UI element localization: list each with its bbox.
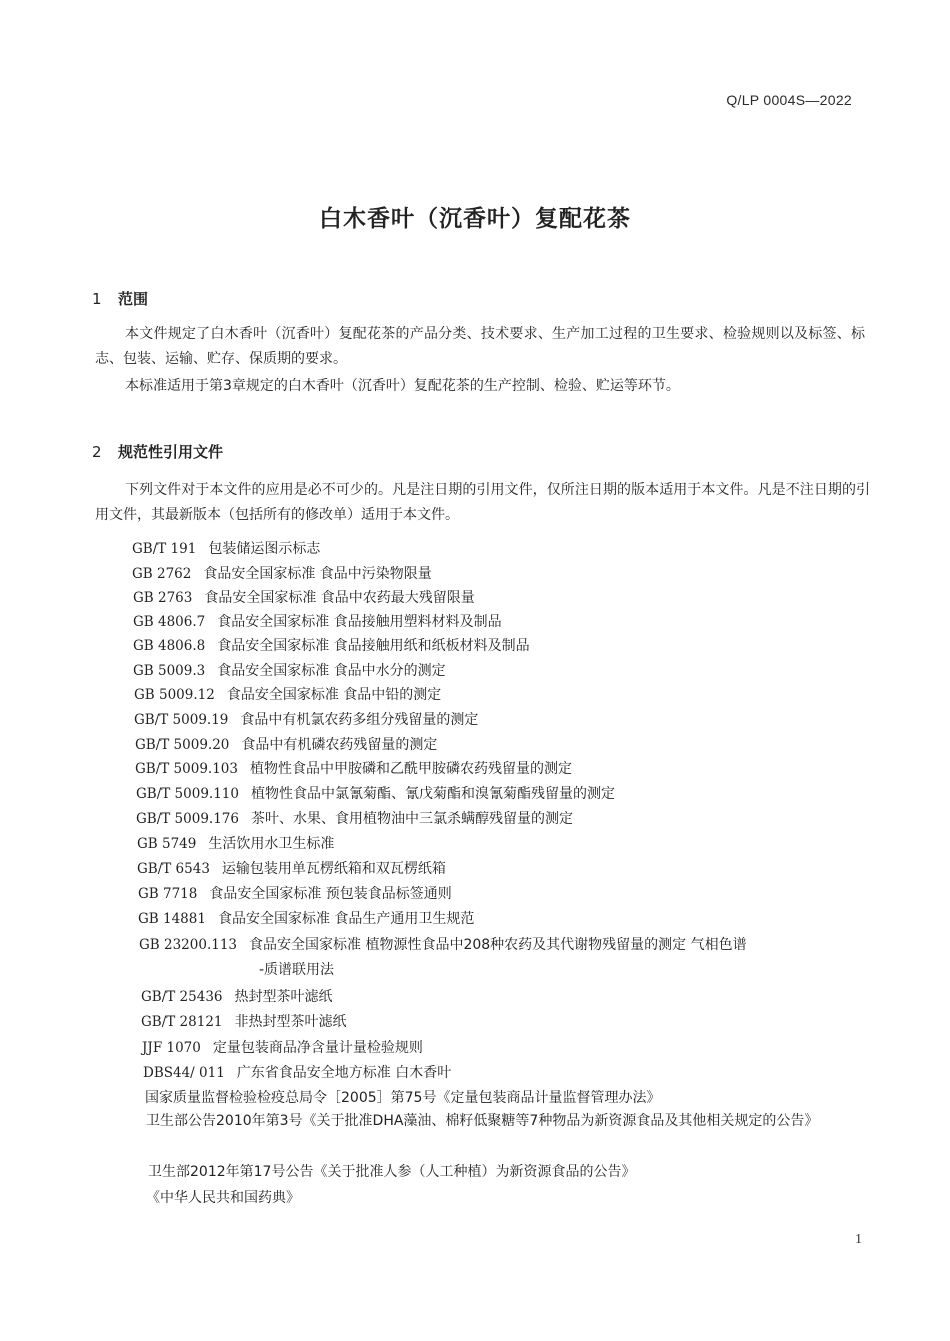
reference-title: 包装储运图示标志 — [208, 541, 321, 557]
reference-title: 定量包装商品净含量计量检验规则 — [212, 1040, 423, 1056]
reference-code: GB 5009.3 — [133, 663, 206, 679]
reference-item — [143, 1062, 451, 1082]
reference-item — [133, 611, 502, 631]
reference-item — [134, 684, 441, 704]
reference-title: 食品安全国家标准 食品中农药最大残留限量 — [204, 590, 475, 606]
reference-item — [135, 758, 572, 778]
regulation-item: 《中华人民共和国药典》 — [146, 1190, 300, 1206]
reference-item — [141, 986, 333, 1006]
regulation-item: 国家质量监督检验检疫总局令［2005］第75号《定量包装商品计量监督管理办法》 — [145, 1090, 661, 1106]
reference-title: 食品安全国家标准 食品接触用塑料材料及制品 — [217, 614, 502, 630]
reference-code: GB/T 28121 — [141, 1014, 223, 1030]
reference-code: GB/T 5009.20 — [135, 737, 230, 753]
reference-code: GB 4806.8 — [133, 638, 206, 654]
reference-continuation — [259, 959, 334, 979]
reference-item — [135, 734, 437, 754]
reference-code: GB/T 5009.110 — [136, 786, 239, 802]
reference-item — [133, 635, 530, 655]
reference-item — [139, 934, 747, 954]
reference-item — [141, 1011, 347, 1031]
reference-title: 茶叶、水果、食用植物油中三氯杀螨醇残留量的测定 — [250, 811, 573, 827]
reference-item — [136, 808, 573, 828]
reference-title: 食品安全国家标准 植物源性食品中208种农药及其代谢物残留量的测定 气相色谱 — [249, 937, 747, 953]
reference-title: 食品中有机氯农药多组分残留量的测定 — [240, 712, 479, 728]
page-title: 白木香叶（沉香叶）复配花茶 — [319, 206, 631, 232]
reference-title: 非热封型茶叶滤纸 — [234, 1014, 347, 1030]
reference-title: 食品安全国家标准 预包装食品标签通则 — [209, 886, 452, 902]
regulation-item: 卫生部2012年第17号公告《关于批准人参（人工种植）为新资源食品的公告》 — [148, 1164, 636, 1180]
reference-item — [137, 833, 334, 853]
reference-item — [132, 538, 320, 558]
section-1-heading — [92, 288, 148, 309]
reference-item — [138, 908, 474, 928]
reference-title: 广东省食品安全地方标准 白木香叶 — [236, 1065, 452, 1081]
reference-item — [142, 1037, 423, 1057]
reference-title: 食品中有机磷农药残留量的测定 — [241, 737, 438, 753]
reference-code: GB/T 5009.176 — [136, 811, 239, 827]
reference-code: GB 2762 — [132, 566, 192, 582]
reference-code: GB 14881 — [138, 911, 206, 927]
section-2-intro: 下列文件对于本文件的应用是必不可少的。凡是注日期的引用文件，仅所注日期的版本适用于本文件。凡是不注日期的引用文件，其最新版本（包括所有的修改单）适用于本文件。 — [95, 482, 870, 523]
document-code: Q/LP 0004S—2022 — [726, 92, 852, 108]
reference-code: JJF 1070 — [142, 1040, 201, 1056]
reference-code: GB/T 5009.103 — [135, 761, 238, 777]
reference-code: GB 5009.12 — [134, 687, 215, 703]
reference-title: 植物性食品中甲胺磷和乙酰甲胺磷农药残留量的测定 — [249, 761, 572, 777]
reference-title: 运输包装用单瓦楞纸箱和双瓦楞纸箱 — [221, 861, 446, 877]
reference-title: 植物性食品中氯氰菊酯、氰戊菊酯和溴氰菊酯残留量的测定 — [250, 786, 615, 802]
reference-code: GB 2763 — [133, 590, 193, 606]
reference-code: GB/T 25436 — [141, 989, 223, 1005]
reference-item — [136, 783, 615, 803]
reference-code: GB/T 5009.19 — [134, 712, 229, 728]
reference-item — [134, 709, 478, 729]
reference-code: GB 7718 — [138, 886, 198, 902]
section-2-title: 规范性引用文件 — [118, 443, 224, 461]
reference-title: 食品安全国家标准 食品接触用纸和纸板材料及制品 — [217, 638, 530, 654]
reference-title: 食品安全国家标准 食品中水分的测定 — [217, 663, 446, 679]
section-1-paragraph-1: 本文件规定了白木香叶（沉香叶）复配花茶的产品分类、技术要求、生产加工过程的卫生要求、检验规则以及标签、标志、包装、运输、贮存、保质期的要求。 — [95, 326, 865, 367]
section-1-paragraph-2: 本标准适用于第3章规定的白木香叶（沉香叶）复配花茶的生产控制、检验、贮运等环节。 — [125, 378, 680, 394]
reference-code: GB 4806.7 — [133, 614, 206, 630]
reference-item — [138, 883, 452, 903]
reference-code: GB 23200.113 — [139, 937, 238, 953]
reference-item — [133, 660, 446, 680]
section-2-number: 2 — [92, 443, 102, 461]
reference-code: GB 5749 — [137, 836, 197, 852]
regulation-item: 卫生部公告2010年第3号《关于批准DHA藻油、棉籽低聚糖等7种物品为新资源食品及其他相关规定的公告》 — [146, 1113, 819, 1129]
reference-item — [133, 587, 475, 607]
reference-item — [132, 563, 432, 583]
reference-title: 热封型茶叶滤纸 — [234, 989, 333, 1005]
reference-code: DBS44/ 011 — [143, 1065, 225, 1081]
reference-code: GB/T 6543 — [137, 861, 210, 877]
reference-item — [137, 858, 446, 878]
reference-title: 食品安全国家标准 食品中铅的测定 — [226, 687, 442, 703]
reference-code: GB/T 191 — [132, 541, 197, 557]
reference-title: 食品安全国家标准 食品中污染物限量 — [203, 566, 432, 582]
reference-title: 食品安全国家标准 食品生产通用卫生规范 — [217, 911, 475, 927]
section-1-number: 1 — [92, 290, 102, 308]
section-1-title: 范围 — [118, 290, 149, 308]
section-2-heading — [92, 441, 223, 462]
reference-title-continuation: -质谱联用法 — [259, 962, 335, 978]
reference-title: 生活饮用水卫生标准 — [208, 836, 335, 852]
page-number: 1 — [855, 1232, 862, 1247]
